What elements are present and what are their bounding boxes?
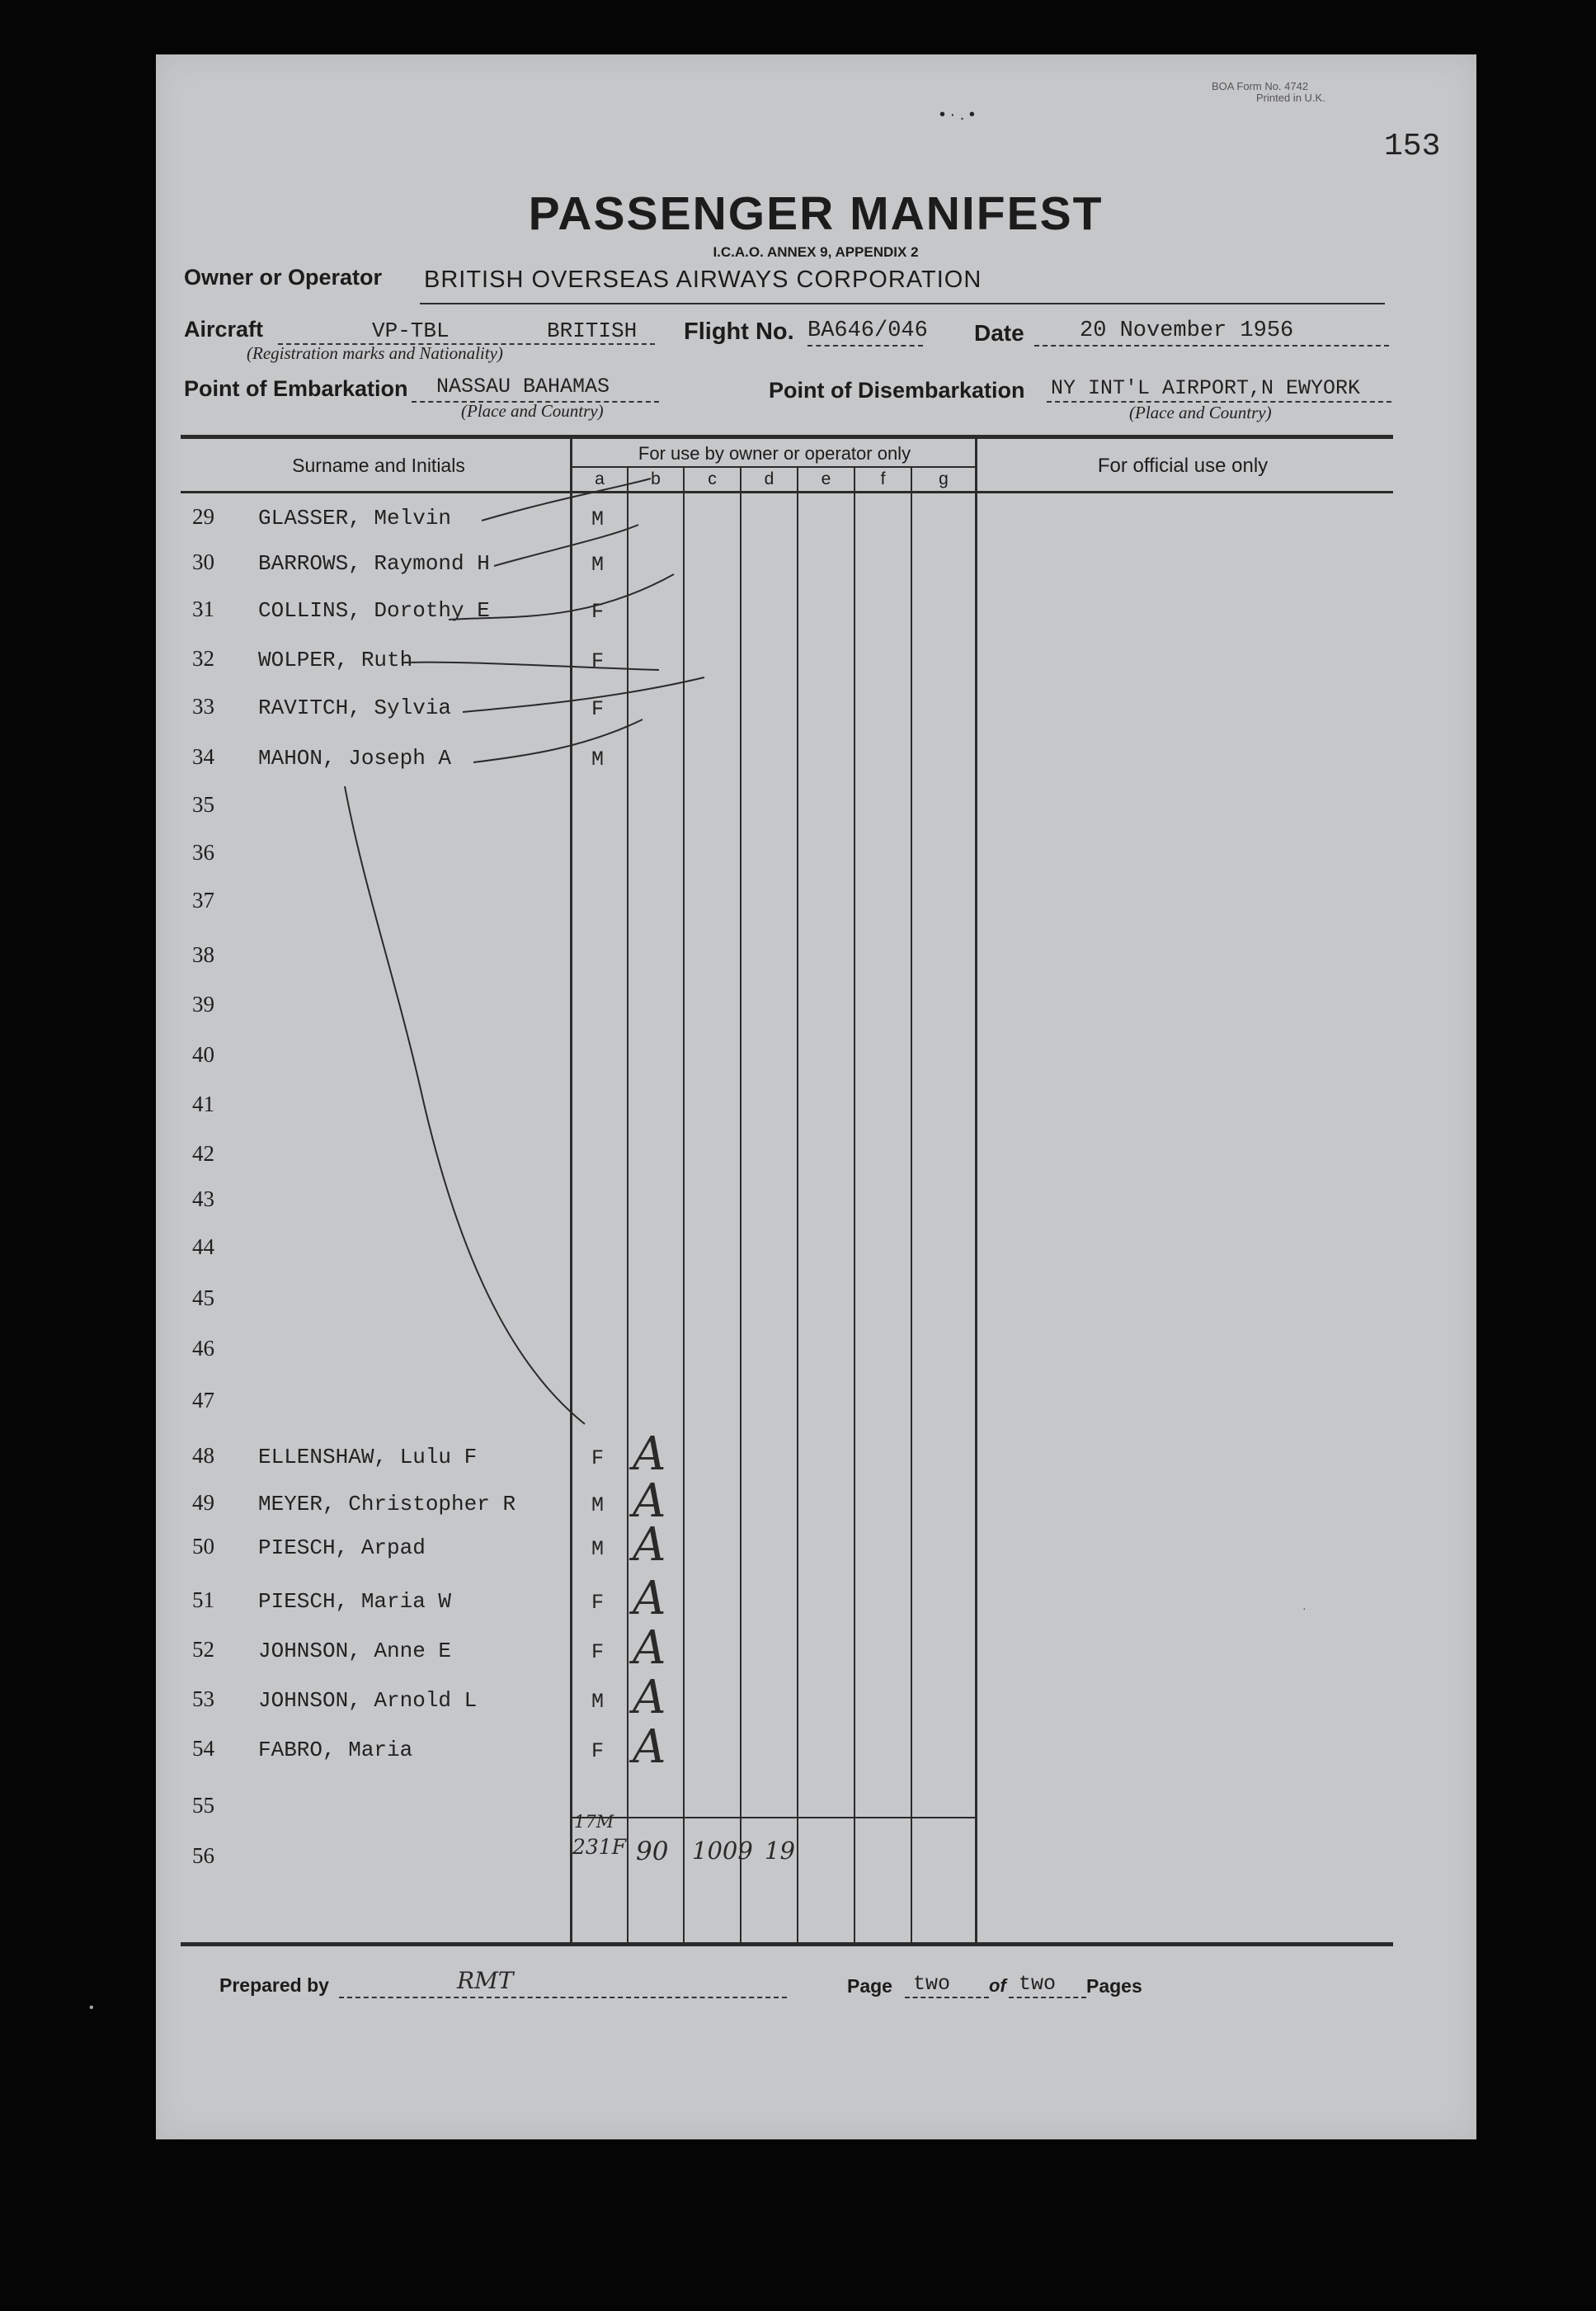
passenger-sex: F xyxy=(591,1640,605,1664)
date-value: 20 November 1956 xyxy=(1080,318,1294,343)
row-number: 32 xyxy=(192,646,214,671)
flight-label: Flight No. xyxy=(684,318,794,345)
pen-stroke xyxy=(482,479,651,521)
passenger-name: FABRO, Maria xyxy=(258,1738,413,1762)
owner-value: BRITISH OVERSEAS AIRWAYS CORPORATION xyxy=(424,266,982,293)
passenger-sex: F xyxy=(591,1446,605,1470)
page-subtitle: I.C.A.O. ANNEX 9, APPENDIX 2 xyxy=(713,244,919,260)
handwritten-mark: A xyxy=(633,1518,666,1572)
row-number: 46 xyxy=(192,1336,214,1361)
passenger-sex: F xyxy=(591,1591,605,1615)
page-label: Page xyxy=(847,1975,892,1997)
passenger-name: WOLPER, Ruth xyxy=(258,648,413,672)
aircraft-note: (Registration marks and Nationality) xyxy=(247,343,503,363)
row-number: 42 xyxy=(192,1141,214,1166)
handwritten-mark: A xyxy=(633,1572,666,1625)
prepared-by-label: Prepared by xyxy=(219,1974,329,1996)
passenger-sex: F xyxy=(591,697,605,721)
subcol-header-b: b xyxy=(651,469,661,488)
row-number: 37 xyxy=(192,888,214,913)
subcol-header-a: a xyxy=(595,469,605,488)
col-header-official: For official use only xyxy=(1097,455,1269,477)
stamp-line-2: Form No. 4742 xyxy=(1236,80,1309,92)
row-number: 45 xyxy=(192,1285,214,1310)
row-number: 41 xyxy=(192,1092,214,1116)
subcol-header-c: c xyxy=(708,469,717,488)
row-number: 55 xyxy=(192,1793,214,1818)
passenger-name: COLLINS, Dorothy E xyxy=(258,598,490,623)
row-number: 51 xyxy=(192,1587,214,1612)
col-header-name: Surname and Initials xyxy=(292,455,465,476)
row-number: 35 xyxy=(192,792,214,817)
stamp-line-1: BOA xyxy=(1212,80,1234,92)
pen-stroke xyxy=(473,719,643,762)
subcol-header-d: d xyxy=(764,469,774,488)
pen-stroke xyxy=(345,786,585,1424)
row-number: 49 xyxy=(192,1490,214,1515)
row-number: 52 xyxy=(192,1637,214,1662)
row-number: 54 xyxy=(192,1736,214,1761)
pen-stroke xyxy=(449,574,674,620)
passenger-name: MEYER, Christopher R xyxy=(258,1492,516,1516)
row-number: 44 xyxy=(192,1234,214,1259)
passenger-name: PIESCH, Arpad xyxy=(258,1535,426,1560)
handwritten-mark: A xyxy=(633,1720,666,1774)
disembarkation-note: (Place and Country) xyxy=(1129,403,1272,422)
pen-stroke xyxy=(494,525,638,566)
disembarkation-label: Point of Disembarkation xyxy=(769,378,1025,403)
passenger-name: BARROWS, Raymond H xyxy=(258,551,490,576)
passenger-sex: M xyxy=(591,507,605,531)
pen-stroke xyxy=(463,677,704,712)
pages-label: Pages xyxy=(1086,1975,1142,1997)
manifest-sheet xyxy=(156,54,1476,2139)
passenger-name: GLASSER, Melvin xyxy=(258,506,452,531)
row-number: 56 xyxy=(192,1843,214,1868)
passenger-name: RAVITCH, Sylvia xyxy=(258,696,452,720)
subcol-header-f: f xyxy=(880,469,886,488)
row-number: 38 xyxy=(192,942,214,967)
subcol-header-e: e xyxy=(821,469,831,488)
total-c: 1009 xyxy=(692,1837,753,1865)
ink-specks: • · . • xyxy=(939,106,975,124)
scan-speck: • xyxy=(89,2001,94,2015)
row-number: 39 xyxy=(192,992,214,1016)
row-number: 48 xyxy=(192,1443,214,1468)
passenger-sex: F xyxy=(591,1739,605,1763)
disembarkation-value: NY INT'L AIRPORT,N EWYORK xyxy=(1051,376,1361,400)
of-label: of xyxy=(989,1975,1006,1996)
aircraft-label: Aircraft xyxy=(184,317,264,342)
col-header-owner: For use by owner or operator only xyxy=(638,443,911,464)
handwritten-mark: A xyxy=(633,1474,666,1528)
row-number: 30 xyxy=(192,549,214,574)
pen-stroke xyxy=(403,663,659,670)
passenger-sex: M xyxy=(591,1493,605,1517)
row-number: 53 xyxy=(192,1686,214,1711)
page-number: 153 xyxy=(1384,129,1441,164)
owner-label: Owner or Operator xyxy=(184,265,383,290)
aircraft-nationality: BRITISH xyxy=(547,318,638,343)
passenger-sex: F xyxy=(591,600,605,624)
passenger-name: PIESCH, Maria W xyxy=(258,1589,452,1614)
row-number: 40 xyxy=(192,1042,214,1067)
row-number: 29 xyxy=(192,504,214,529)
prepared-by-value: RMT xyxy=(457,1967,514,1994)
passenger-sex: M xyxy=(591,748,605,771)
passenger-name: MAHON, Joseph A xyxy=(258,746,452,771)
passenger-name: JOHNSON, Arnold L xyxy=(258,1688,478,1713)
passenger-sex: F xyxy=(591,649,605,673)
row-number: 34 xyxy=(192,744,214,769)
flight-value: BA646/046 xyxy=(807,318,928,343)
embarkation-label: Point of Embarkation xyxy=(184,376,408,401)
passenger-name: JOHNSON, Anne E xyxy=(258,1639,452,1663)
passenger-sex: M xyxy=(591,553,605,577)
row-number: 36 xyxy=(192,840,214,865)
date-label: Date xyxy=(974,320,1024,346)
row-number: 33 xyxy=(192,694,214,719)
embarkation-note: (Place and Country) xyxy=(461,401,604,421)
row-number: 47 xyxy=(192,1388,214,1413)
row-number: 50 xyxy=(192,1534,214,1559)
subcol-header-g: g xyxy=(939,469,949,488)
total-a-bottom: 231F xyxy=(572,1835,627,1859)
passenger-sex: M xyxy=(591,1690,605,1714)
of-value: two xyxy=(1019,1972,1057,1996)
handwritten-mark: A xyxy=(633,1621,666,1675)
handwritten-mark: A xyxy=(633,1671,666,1724)
page-value: two xyxy=(913,1972,951,1996)
passenger-name: ELLENSHAW, Lulu F xyxy=(258,1445,478,1469)
row-number: 43 xyxy=(192,1186,214,1211)
total-b: 90 xyxy=(636,1837,669,1866)
stamp-line-3: Printed in U.K. xyxy=(1256,92,1325,104)
total-d: 19 xyxy=(765,1837,795,1865)
row-number: 31 xyxy=(192,597,214,621)
page-title: PASSENGER MANIFEST xyxy=(528,187,1104,240)
passenger-sex: M xyxy=(591,1537,605,1561)
pen-strokes xyxy=(156,54,1476,2139)
paper-speck: · xyxy=(1302,1601,1306,1615)
embarkation-value: NASSAU BAHAMAS xyxy=(436,375,610,399)
total-a-top: 17M xyxy=(574,1812,614,1832)
handwritten-mark: A xyxy=(633,1427,666,1481)
aircraft-registration: VP-TBL xyxy=(372,318,450,343)
